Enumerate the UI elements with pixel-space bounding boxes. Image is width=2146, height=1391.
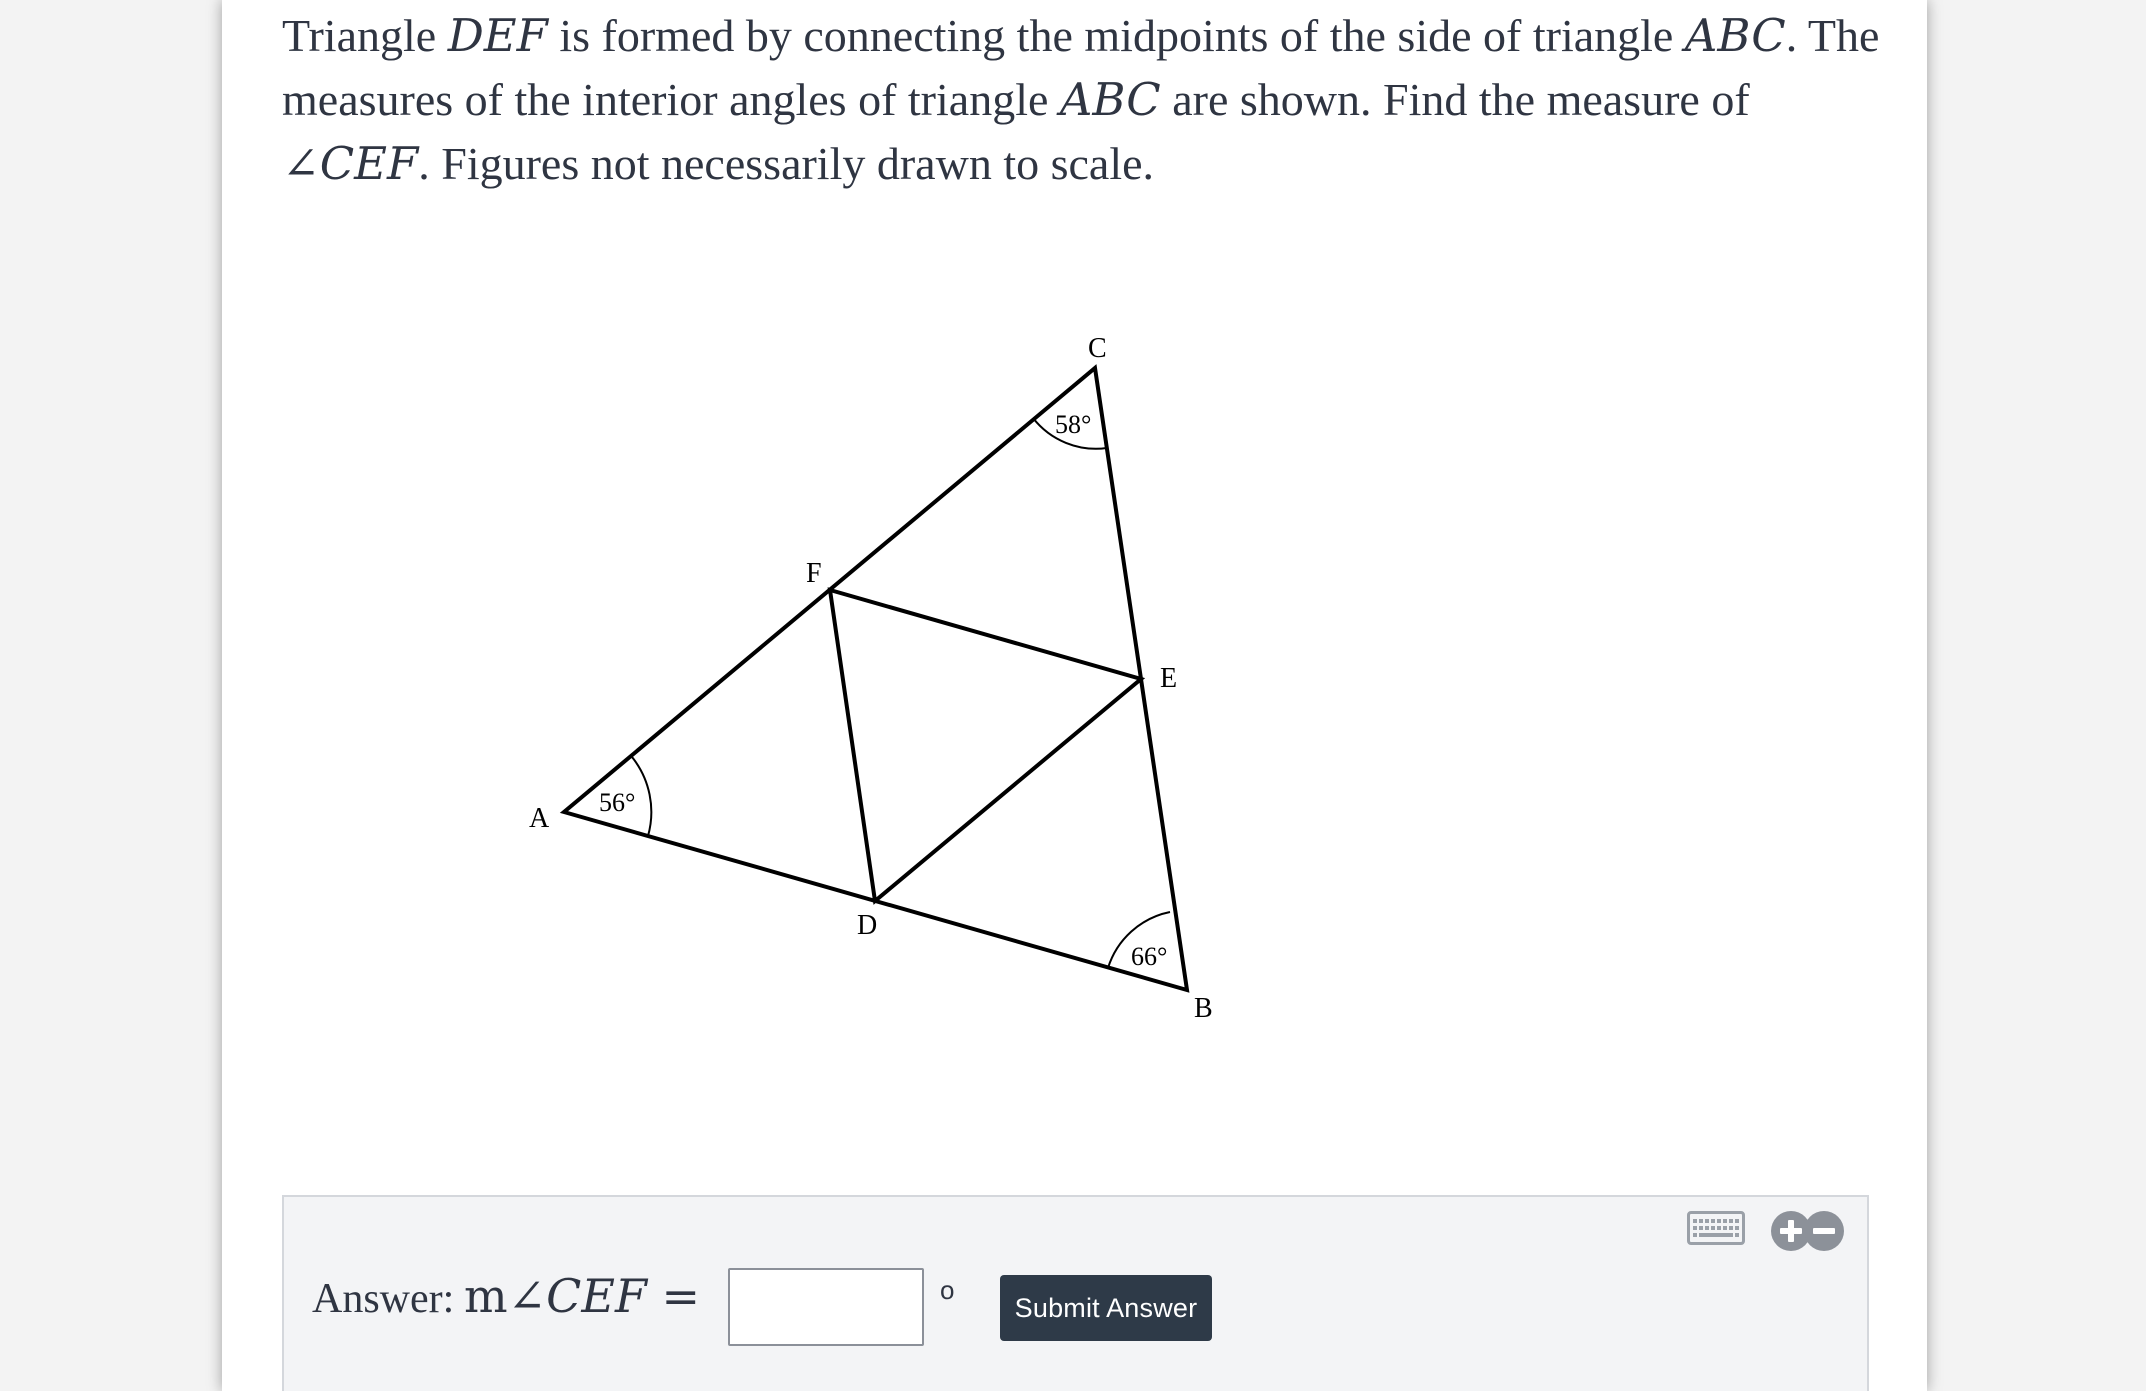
question-part-4: are shown. Find the measure of [1160, 74, 1750, 125]
answer-equals: = [661, 1269, 701, 1323]
triangle-def [830, 590, 1141, 901]
submit-answer-button[interactable]: Submit Answer [1000, 1275, 1212, 1341]
answer-angle-name: CEF [546, 1269, 647, 1323]
math-def: DEF [447, 9, 548, 62]
zoom-out-button[interactable] [1804, 1211, 1844, 1251]
vertex-label-f: F [806, 558, 822, 589]
plus-icon-v [1788, 1220, 1794, 1242]
question-part-2: is formed by connecting the midpoints of the side of triangle [547, 10, 1685, 61]
question-part-3: . The measures of the interior angles of triangle [282, 10, 1880, 125]
answer-prefix: m [464, 1269, 508, 1323]
answer-input[interactable] [728, 1268, 924, 1346]
question-card [222, 0, 1927, 1391]
angle-label-b: 66° [1131, 942, 1168, 971]
degree-symbol: o [940, 1275, 955, 1305]
math-abc-2: ABC [1059, 73, 1161, 126]
math-abc: ABC [1684, 9, 1786, 62]
answer-expression [464, 1269, 700, 1323]
question-part-5: . Figures not necessarily drawn to scale. [418, 138, 1155, 189]
keyboard-icon[interactable] [1687, 1211, 1745, 1245]
keyboard-glyph [1690, 1214, 1742, 1242]
triangle-figure [282, 210, 1867, 1195]
minus-icon [1813, 1228, 1835, 1234]
vertex-label-c: C [1088, 333, 1107, 364]
question-text [282, 4, 1902, 196]
answer-angle-symbol: ∠ [507, 1269, 547, 1323]
question-part-1: Triangle [282, 10, 448, 61]
figure-area [282, 210, 1867, 1195]
answer-label: Answer: [312, 1276, 455, 1322]
angle-label-a: 56° [599, 788, 636, 817]
vertex-label-e: E [1160, 663, 1178, 694]
answer-panel [282, 1195, 1869, 1391]
math-cef: CEF [319, 137, 419, 190]
vertex-label-d: D [857, 910, 878, 941]
vertex-label-b: B [1194, 993, 1213, 1024]
vertex-label-a: A [529, 803, 550, 834]
angle-label-c: 58° [1055, 410, 1092, 439]
angle-symbol: ∠ [282, 137, 320, 190]
